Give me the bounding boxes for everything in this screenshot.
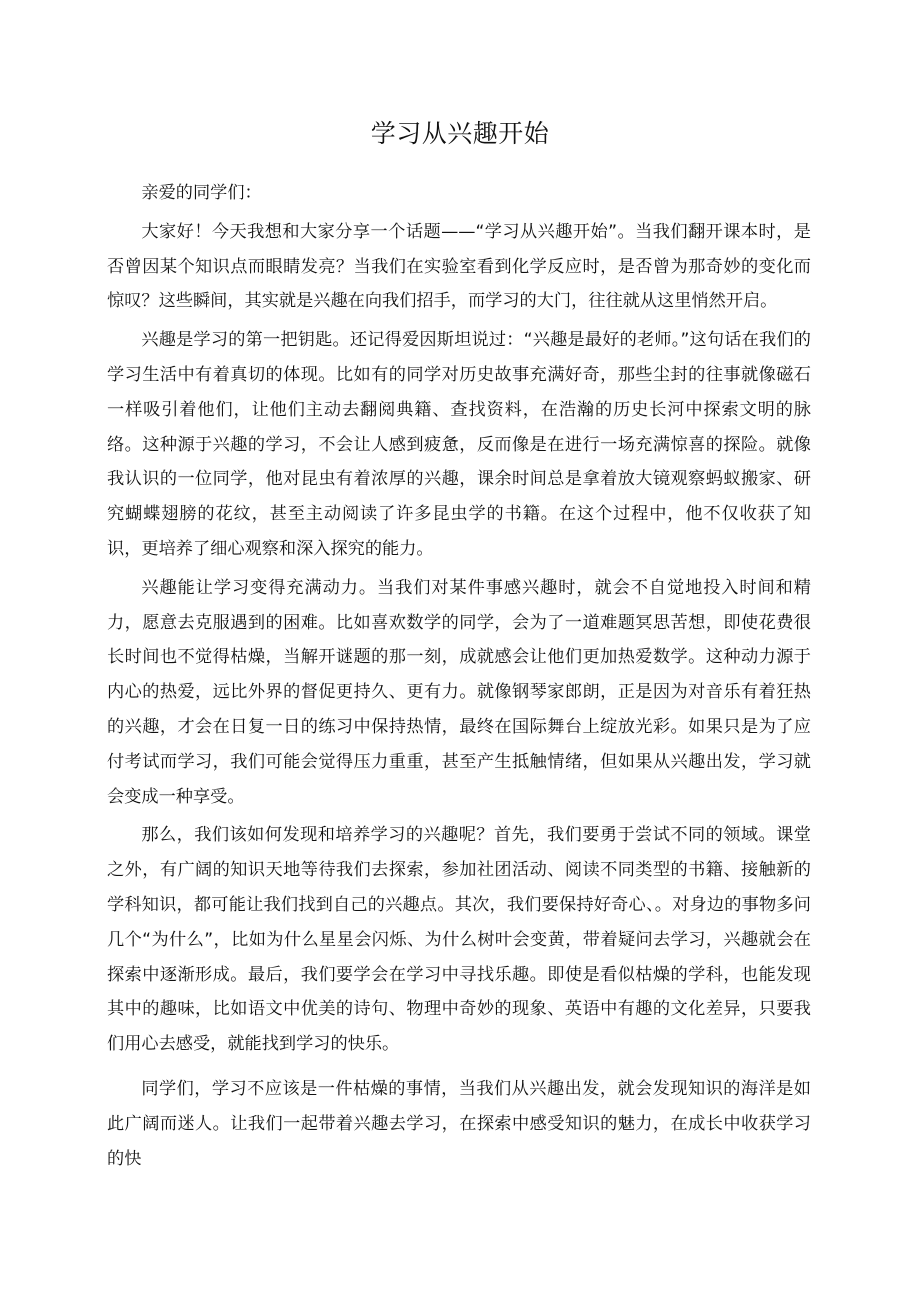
paragraph-methods: 那么，我们该如何发现和培养学习的兴趣呢？首先，我们要勇于尝试不同的领域。课堂之外，有广阔的知识天地等待我们去探索，参加社团活动、阅读不同类型的书籍、接触新的学科知识，都可能让我们找到自己的兴趣点。其次，我们要保持好奇心、。对身边的事物多问几个“为什么”，比如为什么星星会闪烁、为什么树叶会变黄，带着疑问去学习，兴趣就会在探索中逐渐形成。最后，我们要学会在学习中寻找乐趣。即使是看似枯燥的学科，也能发现其中的趣味，比如语文中优美的诗句、物理中奇妙的现象、英语中有趣的文化差异，只要我们用心去感受，就能找到学习的快乐。 — [107, 825, 811, 1055]
speech-body — [107, 176, 811, 1176]
paragraph-intro: 大家好！今天我想和大家分享一个话题——“学习从兴趣开始”。当我们翻开课本时，是否曾因某个知识点而眼睛发亮？当我们在实验室看到化学反应时，是否曾为那奇妙的变化而惊叹？这些瞬间，其实就是兴趣在向我们招手，而学习的大门，往往就从这里悄然开启。 — [107, 221, 811, 312]
page-title: 学习从兴趣开始 — [370, 119, 550, 148]
paragraph-closing: 同学们，学习不应该是一件枯燥的事情，当我们从兴趣出发，就会发现知识的海洋是如此广阔而迷人。让我们一起带着兴趣去学习，在探索中感受知识的魅力，在成长中收获学习的快 — [107, 1078, 811, 1169]
paragraph-key: 兴趣是学习的第一把钥匙。还记得爱因斯坦说过：“兴趣是最好的老师。”这句话在我们的学习生活中有着真切的体现。比如有的同学对历史故事充满好奇，那些尘封的往事就像磁石一样吸引着他们，让他们主动去翻阅典籍、查找资料，在浩瀚的历史长河中探索文明的脉络。这种源于兴趣的学习，不会让人感到疲惫，反而像是在进行一场充满惊喜的探险。就像我认识的一位同学，他对昆虫有着浓厚的兴趣，课余时间总是拿着放大镜观察蚂蚁搬家、研究蝴蝶翅膀的花纹，甚至主动阅读了许多昆虫学的书籍。在这个过程中，他不仅收获了知识，更培养了细心观察和深入探究的能力。 — [107, 330, 811, 559]
paragraph-motivation: 兴趣能让学习变得充满动力。当我们对某件事感兴趣时，就会不自觉地投入时间和精力，愿意去克服遇到的困难。比如喜欢数学的同学，会为了一道难题冥思苦想，即使花费很长时间也不觉得枯燥，当解开谜题的那一刻，成就感会让他们更加热爱数学。这种动力源于内心的热爱，远比外界的督促更持久、更有力。就像钢琴家郎朗，正是因为对音乐有着狂热的兴趣，才会在日复一日的练习中保持热情，最终在国际舞台上绽放光彩。如果只是为了应付考试而学习，我们可能会觉得压力重重，甚至产生抵触情绪，但如果从兴趣出发，学习就会变成一种享受。 — [107, 577, 811, 807]
greeting: 亲爱的同学们： — [141, 183, 262, 203]
